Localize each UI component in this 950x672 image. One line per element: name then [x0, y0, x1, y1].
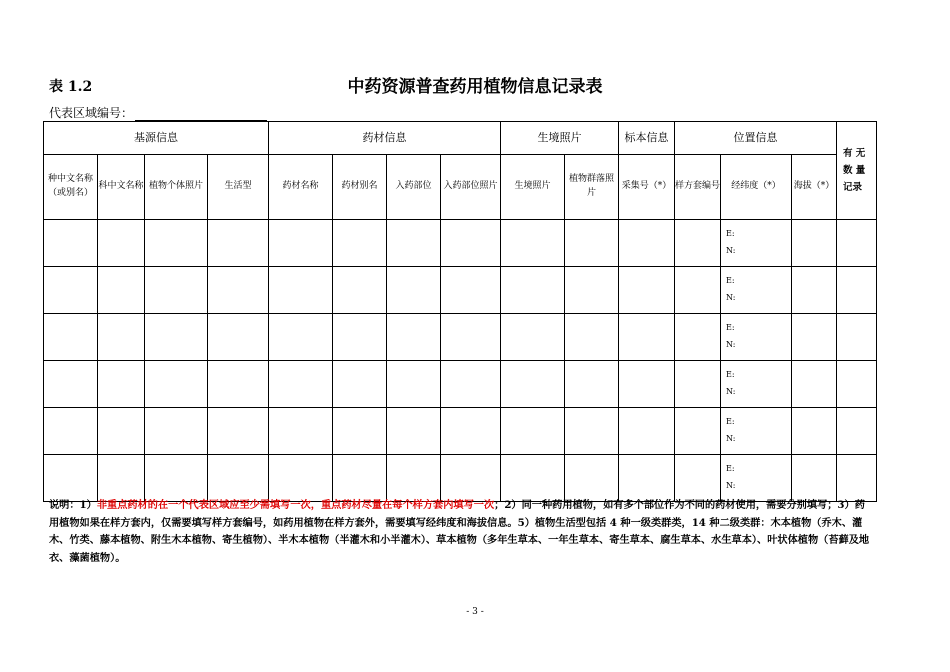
longitude-label: E: [726, 370, 735, 380]
table-cell[interactable] [208, 314, 269, 361]
table-cell[interactable] [145, 267, 208, 314]
group-location-info: 位置信息 [675, 122, 837, 155]
group-habitat-photo: 生境照片 [501, 122, 619, 155]
record-table [43, 121, 877, 502]
lat-long-cell[interactable] [721, 455, 792, 502]
table-cell[interactable] [837, 361, 877, 408]
group-material-info: 药材信息 [269, 122, 501, 155]
table-cell[interactable] [565, 361, 619, 408]
group-specimen-info: 标本信息 [619, 122, 675, 155]
page-title: 中药资源普查药用植物信息记录表 [347, 77, 603, 97]
table-cell[interactable] [501, 220, 565, 267]
table-cell[interactable] [269, 220, 333, 267]
table-cell[interactable] [501, 267, 565, 314]
table-cell[interactable] [145, 361, 208, 408]
table-cell[interactable] [145, 408, 208, 455]
table-cell[interactable] [145, 314, 208, 361]
table-cell[interactable] [675, 220, 721, 267]
col-habitat-photo: 生境照片 [501, 155, 565, 220]
notes [49, 497, 874, 567]
table-cell[interactable] [269, 314, 333, 361]
table-row [44, 408, 877, 455]
table-cell[interactable] [44, 408, 98, 455]
table-cell[interactable] [441, 361, 501, 408]
col-material-name: 药材名称 [269, 155, 333, 220]
latitude-label: N: [726, 481, 736, 490]
table-cell[interactable] [565, 408, 619, 455]
longitude-label: E: [726, 417, 735, 427]
col-life-form: 生活型 [208, 155, 269, 220]
table-cell[interactable] [619, 361, 675, 408]
table-cell[interactable] [333, 267, 387, 314]
table-cell[interactable] [44, 361, 98, 408]
table-cell[interactable] [44, 220, 98, 267]
group-quantity-record: 有 无 数 量 记录 [837, 122, 877, 220]
lat-long-cell[interactable] [721, 314, 792, 361]
lat-long-cell[interactable] [721, 408, 792, 455]
table-cell[interactable] [387, 408, 441, 455]
col-plant-photo: 植物个体照片 [145, 155, 208, 220]
longitude-label: E: [726, 323, 735, 333]
table-cell[interactable] [333, 361, 387, 408]
table-row [44, 361, 877, 408]
table-cell[interactable] [619, 267, 675, 314]
latitude-label: N: [726, 434, 736, 443]
longitude-label: E: [726, 464, 735, 474]
table-row [44, 267, 877, 314]
col-collection-no: 采集号（*） [619, 155, 675, 220]
table-cell[interactable] [208, 408, 269, 455]
table-row [44, 455, 877, 502]
table-cell[interactable] [333, 455, 387, 502]
col-species-name: 种中文名称（或别名） [44, 155, 98, 220]
page-number: - 3 - [466, 607, 484, 617]
group-basic-info: 基源信息 [44, 122, 269, 155]
table-cell[interactable] [792, 267, 837, 314]
table-cell[interactable] [333, 220, 387, 267]
longitude-label: E: [726, 229, 735, 239]
notes-body: ；2）同一种药用植物，如有多个部位作为不同的药材使用，需要分别填写；3）药用植物如果在样方套内，仅需要填写样方套编号，如药用植物在样方套外，需要填写经纬度和海拔信息。5）植物生活型包括 4 种一级类群类，14 种二级类群：木本植物（乔木、灌木、竹类、藤本植物、附生木本植物、寄生植物）、半木本植物（半灌木和小半灌木）、草本植物（多年生草本、一年生草本、寄生草本、腐生草本、水生草本）、叶状体植物（苔藓及地衣、藻菌植物）。 [49, 499, 870, 564]
table-cell[interactable] [501, 361, 565, 408]
table-cell[interactable] [501, 314, 565, 361]
table-cell[interactable] [44, 455, 98, 502]
table-cell[interactable] [333, 314, 387, 361]
col-medicinal-part-photo: 入药部位照片 [441, 155, 501, 220]
col-medicinal-part: 入药部位 [387, 155, 441, 220]
table-cell[interactable] [565, 314, 619, 361]
table-cell[interactable] [387, 455, 441, 502]
notes-highlight: 非重点药材的在一个代表区域应至少需填写一次，重点药材尽量在每个样方套内填写一次 [96, 499, 495, 511]
table-cell[interactable] [675, 408, 721, 455]
table-cell[interactable] [837, 220, 877, 267]
table-cell[interactable] [619, 455, 675, 502]
table-cell[interactable] [208, 361, 269, 408]
table-cell[interactable] [387, 220, 441, 267]
table-cell[interactable] [792, 314, 837, 361]
table-cell[interactable] [565, 267, 619, 314]
table-cell[interactable] [837, 408, 877, 455]
table-cell[interactable] [501, 408, 565, 455]
table-cell[interactable] [98, 361, 145, 408]
table-cell[interactable] [441, 455, 501, 502]
notes-prefix: 说明：1） [49, 499, 97, 511]
col-family-name: 科中文名称 [98, 155, 145, 220]
table-cell[interactable] [208, 455, 269, 502]
table-cell[interactable] [269, 267, 333, 314]
table-cell[interactable] [269, 455, 333, 502]
table-cell[interactable] [619, 220, 675, 267]
table-cell[interactable] [501, 455, 565, 502]
table-cell[interactable] [44, 267, 98, 314]
table-cell[interactable] [619, 408, 675, 455]
table-cell[interactable] [792, 455, 837, 502]
table-cell[interactable] [98, 314, 145, 361]
table-cell[interactable] [387, 314, 441, 361]
table-cell[interactable] [98, 455, 145, 502]
table-cell[interactable] [145, 220, 208, 267]
table-cell[interactable] [98, 220, 145, 267]
table-number: 表 1.2 [49, 79, 93, 95]
region-code-label: 代表区域编号： [49, 106, 134, 120]
lat-long-cell[interactable] [721, 267, 792, 314]
table-cell[interactable] [675, 455, 721, 502]
table-cell[interactable] [98, 408, 145, 455]
table-cell[interactable] [792, 408, 837, 455]
table-cell[interactable] [837, 455, 877, 502]
table-row [44, 220, 877, 267]
latitude-label: N: [726, 387, 736, 396]
table-cell[interactable] [387, 267, 441, 314]
table-cell[interactable] [269, 408, 333, 455]
col-community-photo: 植物群落照片 [565, 155, 619, 220]
table-cell[interactable] [792, 361, 837, 408]
latitude-label: N: [726, 246, 736, 255]
lat-long-cell[interactable] [721, 361, 792, 408]
table-cell[interactable] [792, 220, 837, 267]
col-quadrat-set-no: 样方套编号 [675, 155, 721, 220]
table-cell[interactable] [208, 220, 269, 267]
table-cell[interactable] [387, 361, 441, 408]
table-cell[interactable] [837, 314, 877, 361]
table-cell[interactable] [837, 267, 877, 314]
table-cell[interactable] [441, 267, 501, 314]
latitude-label: N: [726, 340, 736, 349]
table-cell[interactable] [44, 314, 98, 361]
table-cell[interactable] [441, 220, 501, 267]
table-cell[interactable] [98, 267, 145, 314]
lat-long-cell[interactable] [721, 220, 792, 267]
region-code-field [49, 104, 267, 121]
table-cell[interactable] [565, 455, 619, 502]
table-cell[interactable] [565, 220, 619, 267]
latitude-label: N: [726, 293, 736, 302]
col-lat-long: 经纬度（*） [721, 155, 792, 220]
table-cell[interactable] [441, 408, 501, 455]
table-cell[interactable] [269, 361, 333, 408]
table-cell[interactable] [208, 267, 269, 314]
col-altitude: 海拔（*） [792, 155, 837, 220]
table-cell[interactable] [619, 314, 675, 361]
table-cell[interactable] [145, 455, 208, 502]
longitude-label: E: [726, 276, 735, 286]
table-cell[interactable] [333, 408, 387, 455]
table-cell[interactable] [675, 361, 721, 408]
col-material-alias: 药材别名 [333, 155, 387, 220]
table-cell[interactable] [675, 314, 721, 361]
table-cell[interactable] [441, 314, 501, 361]
table-cell[interactable] [675, 267, 721, 314]
table-row [44, 314, 877, 361]
region-code-blank [135, 107, 267, 121]
